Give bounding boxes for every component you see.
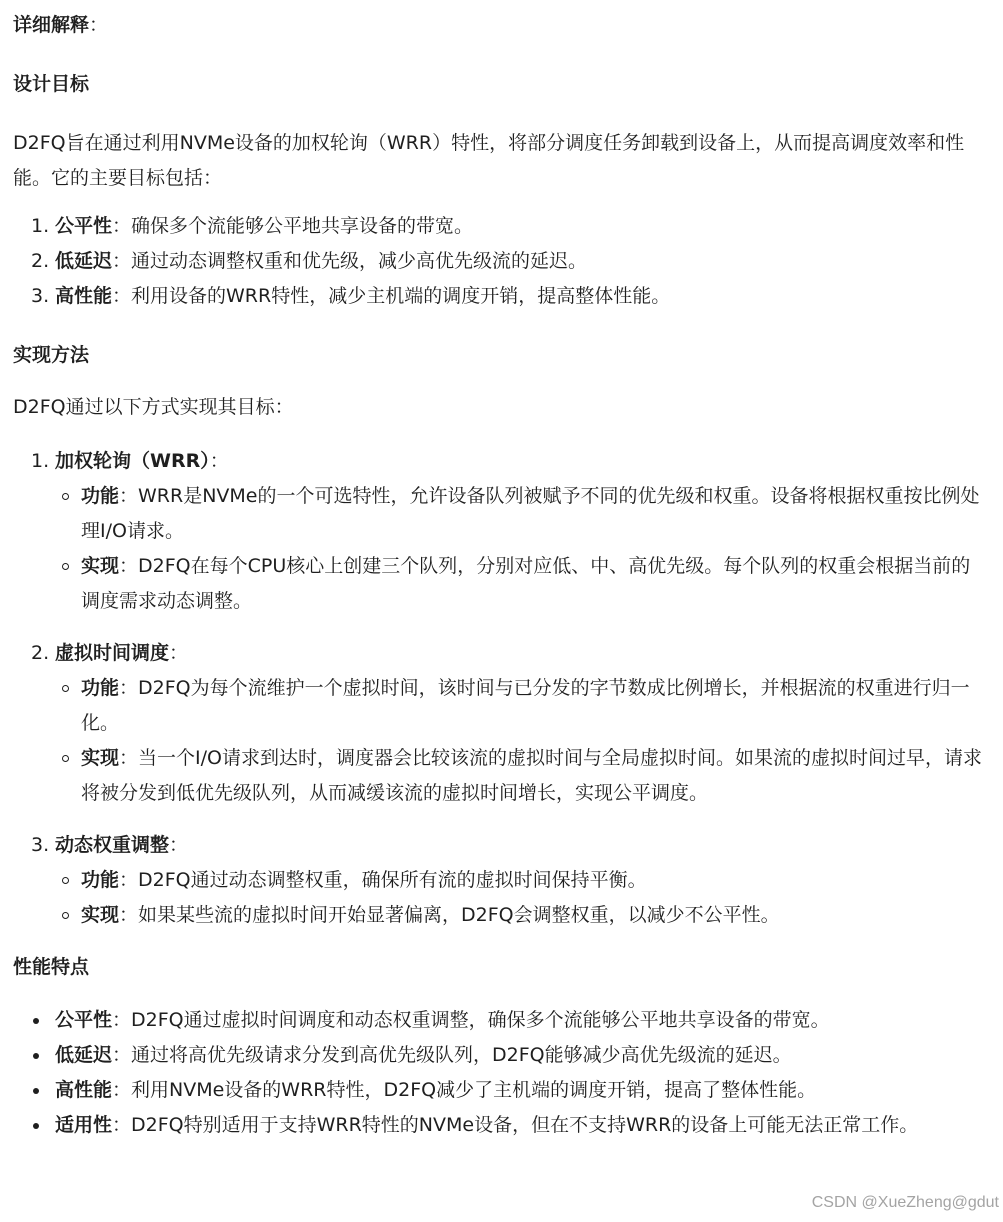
item-colon: ： [209,450,229,472]
item-text: ：利用设备的WRR特性，减少主机端的调度开销，提高整体性能。 [112,285,671,307]
sub-item-text: ：WRR是NVMe的一个可选特性，允许设备队列被赋予不同的优先级和权重。设备将根据权重按比例处理I/O请求。 [81,485,980,542]
sub-list-item [13,671,983,741]
sub-item-text: ：D2FQ通过动态调整权重，确保所有流的虚拟时间保持平衡。 [119,869,647,891]
method-sublist-wrr-wrap [13,479,983,619]
circle-bullet-icon [62,912,69,919]
bullet-dot-icon [33,1018,39,1024]
item-label: 动态权重调整 [55,834,170,856]
sub-item-text: ：当一个I/O请求到达时，调度器会比较该流的虚拟时间与全局虚拟时间。如果流的虚拟时间过早，请求将被分发到低优先级队列，从而减缓该流的虚拟时间增长，实现公平调度。 [81,747,982,804]
list-item [13,279,983,314]
item-colon: ： [169,642,189,664]
list-item [13,1108,983,1143]
item-text: ：D2FQ通过虚拟时间调度和动态权重调整，确保多个流能够公平地共享设备的带宽。 [112,1009,830,1031]
circle-bullet-icon [62,877,69,884]
sub-item-label: 实现 [81,904,120,926]
sub-item-label: 实现 [81,555,120,577]
method-item-dynamic-weight [13,828,983,863]
sub-list-item [13,741,983,811]
item-text: ：D2FQ特别适用于支持WRR特性的NVMe设备，但在不支持WRR的设备上可能无法正常工作。 [112,1114,919,1136]
circle-bullet-icon [62,563,69,570]
item-colon: ： [169,834,189,856]
item-label: 适用性 [55,1114,113,1136]
sub-list-item [13,863,983,898]
bullet-dot-icon [33,1088,39,1094]
item-label: 虚拟时间调度 [55,642,170,664]
list-number: 3. [31,834,50,856]
item-label: 加权轮询（WRR） [55,450,210,472]
item-label: 高性能 [55,285,113,307]
list-number: 3. [31,285,50,307]
list-number: 1. [31,450,50,472]
list-item [13,209,983,244]
method-item-virtual-time [13,636,983,671]
method-item-wrr [13,444,983,479]
list-number: 1. [31,215,50,237]
method-sublist-dw-wrap [13,863,983,933]
sub-item-label: 实现 [81,747,120,769]
method-sublist-vt-wrap [13,671,983,811]
detail-heading [13,8,983,43]
sub-item-label: 功能 [81,485,120,507]
item-text: ：通过将高优先级请求分发到高优先级队列，D2FQ能够减少高优先级流的延迟。 [112,1044,792,1066]
circle-bullet-icon [62,755,69,762]
features-list [13,1003,983,1143]
item-label: 公平性 [55,1009,113,1031]
method-intro: D2FQ通过以下方式实现其目标： [13,396,294,418]
method-sublist-virtual-time [13,671,983,811]
list-item [13,1038,983,1073]
item-label: 公平性 [55,215,113,237]
list-number: 2. [31,250,50,272]
document-body [13,8,983,1143]
csdn-watermark: CSDN @XueZheng@gdut [811,1194,999,1211]
circle-bullet-icon [62,493,69,500]
detail-heading-colon: ： [89,14,109,36]
goals-intro: D2FQ旨在通过利用NVMe设备的加权轮询（WRR）特性，将部分调度任务卸载到设备上，从而提高调度效率和性能。它的主要目标包括： [13,132,965,189]
features-heading: 性能特点 [13,956,90,978]
sub-list-item [13,549,983,619]
list-item [13,1003,983,1038]
list-number: 2. [31,642,50,664]
item-label: 低延迟 [55,250,113,272]
method-sublist-dynamic-weight [13,863,983,933]
circle-bullet-icon [62,685,69,692]
bullet-dot-icon [33,1053,39,1059]
goals-list [13,209,983,314]
item-label: 低延迟 [55,1044,113,1066]
bullet-dot-icon [33,1123,39,1129]
item-label: 高性能 [55,1079,113,1101]
list-item [13,1073,983,1108]
method-list [13,444,983,933]
item-text: ：确保多个流能够公平地共享设备的带宽。 [112,215,474,237]
detail-heading-label: 详细解释 [13,14,90,36]
method-heading: 实现方法 [13,344,90,366]
goals-heading: 设计目标 [13,73,90,95]
sub-item-text: ：D2FQ在每个CPU核心上创建三个队列，分别对应低、中、高优先级。每个队列的权重会根据当前的调度需求动态调整。 [81,555,971,612]
sub-item-text: ：如果某些流的虚拟时间开始显著偏离，D2FQ会调整权重，以减少不公平性。 [119,904,780,926]
method-sublist-wrr [13,479,983,619]
sub-list-item [13,898,983,933]
item-text: ：利用NVMe设备的WRR特性，D2FQ减少了主机端的调度开销，提高了整体性能。 [112,1079,817,1101]
sub-item-text: ：D2FQ为每个流维护一个虚拟时间，该时间与已分发的字节数成比例增长，并根据流的权重进行归一化。 [81,677,970,734]
sub-item-label: 功能 [81,869,120,891]
list-item [13,244,983,279]
sub-item-label: 功能 [81,677,120,699]
item-text: ：通过动态调整权重和优先级，减少高优先级流的延迟。 [112,250,588,272]
sub-list-item [13,479,983,549]
